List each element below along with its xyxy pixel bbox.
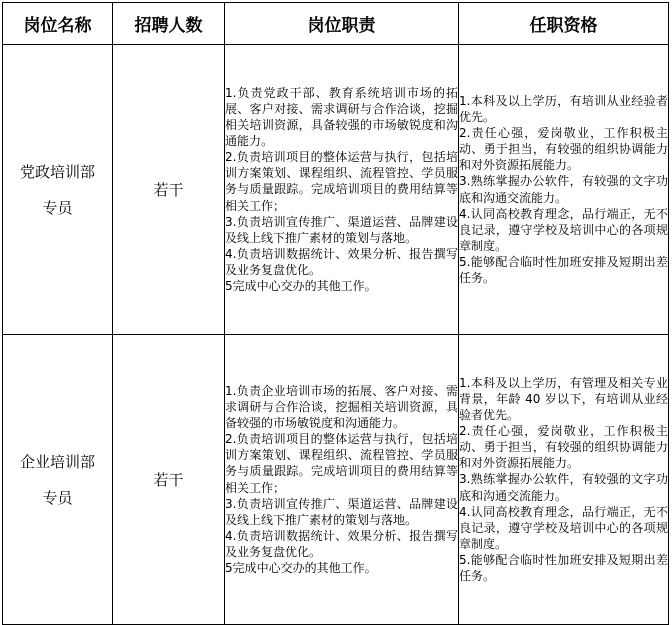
duty-item: 5完成中心交办的其他工作。	[225, 279, 377, 294]
header-row	[3, 3, 669, 45]
duty-item: 3.负责培训宣传推广、渠道运营、品牌建设及线上线下推广素材的策划与落地。	[225, 214, 458, 245]
duty-item: 5完成中心交办的其他工作。	[225, 560, 377, 575]
header-headcount: 招聘人数	[113, 3, 225, 45]
qualification-item: 5.能够配合临时性加班安排及短期出差任务。	[459, 552, 668, 584]
duty-item: 2.负责培训项目的整体运营与执行，包括培训方案策划、课程组织、流程管控、学员服务与质量跟踪。完成培训项目的费用结算等相关工作；	[225, 432, 458, 495]
duty-item: 2.负责培训项目的整体运营与执行，包括培训方案策划、课程组织、流程管控、学员服务与质量跟踪。完成培训项目的费用结算等相关工作；	[225, 150, 458, 213]
header-position-name: 岗位名称	[3, 3, 113, 45]
duty-item: 4.负责培训数据统计、效果分析、报告撰写及业务复盘优化。	[225, 246, 458, 277]
qualification-item: 1.本科及以上学历，有培训从业经验者优先。	[459, 93, 668, 125]
position-name-suffix: 专员	[42, 198, 73, 217]
position-name-suffix: 专员	[42, 488, 73, 507]
header-duties: 岗位职责	[225, 3, 459, 45]
position-name: 党政培训部	[19, 162, 95, 181]
position-name-cell	[3, 45, 113, 335]
duty-item: 4.负责培训数据统计、效果分析、报告撰写及业务复盘优化。	[225, 528, 458, 559]
table-row	[3, 45, 669, 335]
table-row	[3, 335, 669, 625]
qualification-item: 4.认同高校教育理念，品行端正，无不良记录，遵守学校及培训中心的各项规章制度。	[459, 504, 668, 551]
duties-cell	[225, 335, 459, 625]
qualifications-cell	[459, 45, 669, 335]
qualification-item: 1.本科及以上学历，有管理及相关专业背景，年龄 40 岁以下，有培训从业经验者优先。	[459, 375, 668, 423]
duty-item: 3.负责培训宣传推广、渠道运营、品牌建设及线上线下推广素材的策划与落地。	[225, 496, 458, 527]
headcount: 若干	[113, 335, 225, 625]
qualifications-cell	[459, 335, 669, 625]
position-name-cell	[3, 335, 113, 625]
qualification-item: 4.认同高校教育理念，品行端正，无不良记录，遵守学校及培训中心的各项规章制度。	[459, 206, 668, 253]
qualification-item: 5.能够配合临时性加班安排及短期出差任务。	[459, 254, 668, 285]
headcount: 若干	[113, 45, 225, 335]
header-qualifications: 任职资格	[459, 3, 669, 45]
position-name: 企业培训部	[19, 452, 95, 471]
duties-cell	[225, 45, 459, 335]
qualification-item: 2.责任心强，爱岗敬业，工作积极主动、勇于担当，有较强的组织协调能力和对外资源拓展能力。	[459, 126, 668, 173]
duty-item: 1.负责党政干部、教育系统培训市场的拓展、客户对接、需求调研与合作洽谈，挖掘相关培训资源，具备较强的市场敏锐度和沟通能力。	[225, 85, 458, 149]
qualification-item: 2.责任心强，爱岗敬业，工作积极主动、勇于担当，有较强的组织协调能力和对外资源拓展能力。	[459, 424, 668, 471]
qualification-item: 3.熟练掌握办公软件，有较强的文字功底和沟通交流能力。	[459, 472, 668, 503]
duty-item: 1.负责企业培训市场的拓展、客户对接、需求调研与合作洽谈，挖掘相关培训资源，具备较强的市场敏锐度和沟通能力。	[225, 383, 458, 431]
recruitment-table	[2, 2, 669, 625]
qualification-item: 3.熟练掌握办公软件，有较强的文字功底和沟通交流能力。	[459, 174, 668, 205]
